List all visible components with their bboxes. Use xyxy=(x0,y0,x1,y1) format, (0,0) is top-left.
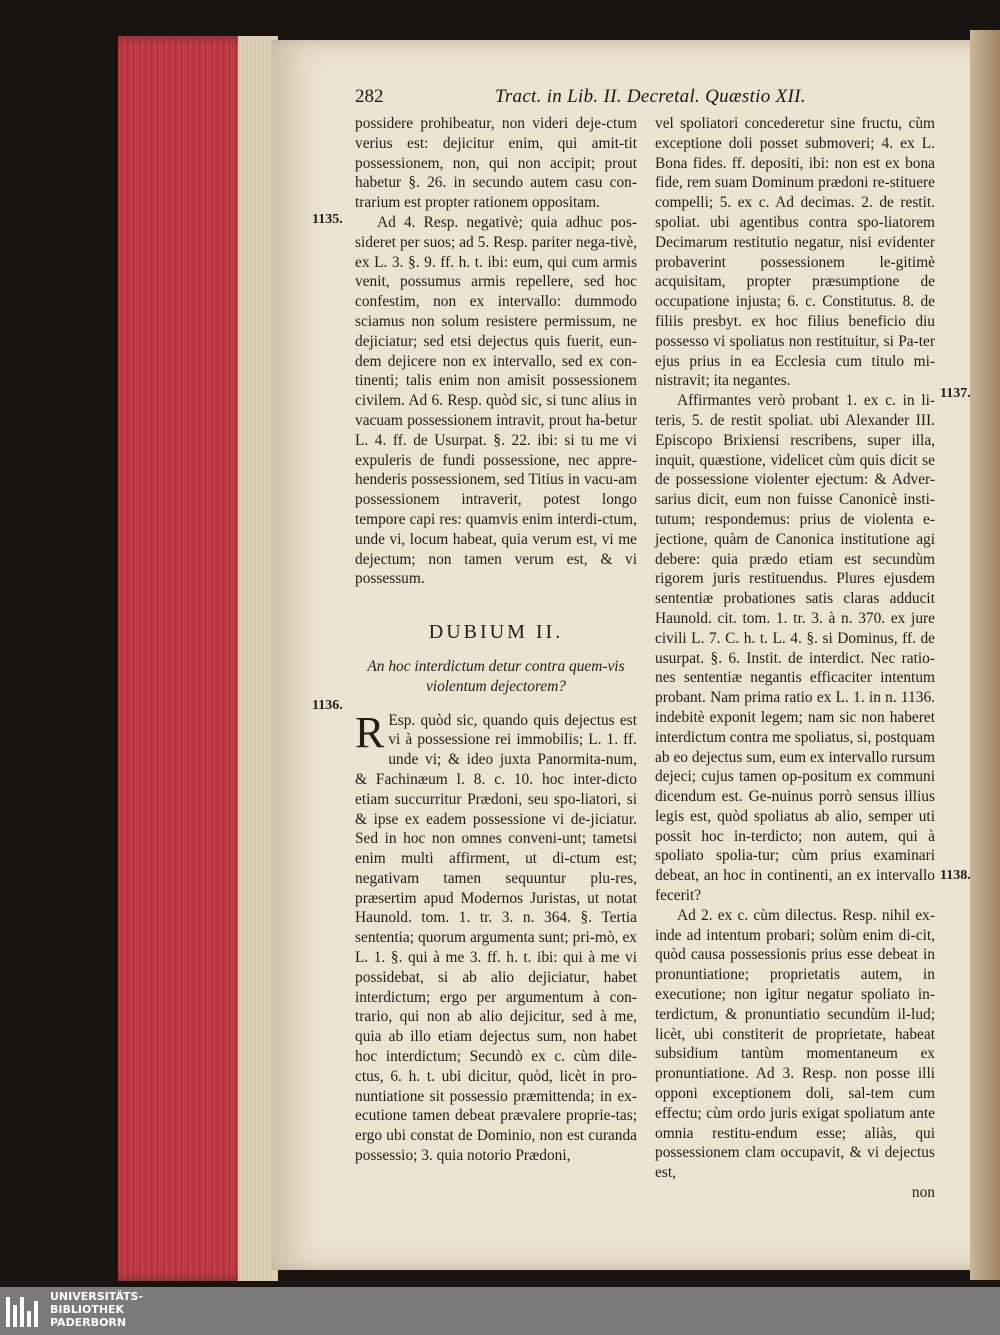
library-name-line: BIBLIOTHEK xyxy=(50,1303,125,1316)
margin-number: 1135. xyxy=(312,212,343,227)
left-column xyxy=(355,114,637,1166)
page-header xyxy=(355,86,975,110)
catchword: non xyxy=(911,1184,935,1202)
library-logo-icon xyxy=(6,1297,46,1327)
paragraph: vel spoliatori concederetur sine fructu, cùm exceptione doli posset submoveri; 4. ex L. Bona fides. ff. depositi, ibi: non est ex bona fide, rem suam Dominum prædoni re-stituere compelli; 5. ex c. Ad decimas. 2. de restit. spoliat. ubi agentibus contra spo-liatorem Decimarum restitutio negatur, nisi evidenter probaverint possessionem le-gitimè acquisitam, propter præsumptione de occupatione injusta; 6. c. Constitutus. 8. de filiis presbyt. ex hoc filius beneficio diu possesso vi spoliatus non restituitur, si Pa-ter ejus prius in ea Ecclesia cum titulo mi-nistravit; ita negantes. xyxy=(655,115,935,390)
right-column xyxy=(655,114,935,1203)
section-heading: DUBIUM II. xyxy=(428,621,564,644)
library-name xyxy=(50,1290,143,1329)
margin-number: 1138. xyxy=(940,868,971,883)
paragraph: possidere prohibeatur, non videri deje-ctum verius est: dejicitur enim, qui amit-tit possessionem, non, qui non accipit; prout habetur §. 26. in secundo autem casu con-trarium est propter rationem oppositam. xyxy=(355,115,637,212)
section-question: An hoc interdictum detur contra quem-vis violentum dejectorem? xyxy=(367,657,625,695)
page-number: 282 xyxy=(355,86,384,107)
library-name-line: PADERBORN xyxy=(50,1316,127,1329)
library-name-line: UNIVERSITÄTS- xyxy=(50,1290,144,1303)
margin-number: 1136. xyxy=(312,698,343,713)
paragraph: Ad 4. Resp. negativè; quia adhuc pos-sideret per suos; ad 5. Resp. pariter nega-tivè, ex L. 3. §. 9. ff. h. t. ibi: eum, qui cum armis venit, possumus armis repellere, sed hoc confestim, non ex intervallo: dummodo sciamus non solum resistere permissum, ne dejiciatur; sed etsi dejectus quis fuerit, eun-dem dejicere non ex intervallo, sed ex con-tinenti; talis enim non amisit possessionem civilem. Ad 6. Resp. quòd sic, si tunc alius in vacuam possessionem intravit, prout ha-betur L. 4. ff. de Usurpat. §. 22. ibi: si tu me vi expuleris de fundi possessione, nec appre-henderis possessionem, sed Titius in vacu-am possessionem intraverit, potest longo tempore capi res: quamvis enim interdi-ctum, unde vi, locum habeat, quia verum est, vi me dejectum; non tamen verum est, & vi possessum. xyxy=(355,213,637,588)
running-title: Tract. in Lib. II. Decretal. Quæstio XII. xyxy=(495,86,806,107)
paragraph-text: Esp. quòd sic, quando quis dejectus est vi à possessione rei immobilis; L. 1. ff. unde vi; & ideo juxta Panormita-num, & Fachinæum l. 8. c. 10. hoc inter-dicto etiam succurritur Prædoni, seu spo-liatori, si & ipse ex eadem possessione vi de-jiciatur. Sed in hoc non omnes conveni-unt; tametsi enim multi affirment, ut di-ctum est; negativam tamen sequuntur plu-res, præsertim apud Modernos Juristas, ut notat Haunold. tom. 1. tr. 3. n. 364. §. Tertia sententia; quorum argumenta sunt; pri-mò, ex L. 1. §. qui à me 3. ff. h. t. ibi: qui à me vi possidebat, si ab alio dejiciatur, habet interdictum; ergo per argumentum à con-trario, qui non ab alio dejicitur, sed à me, quia ab illo etiam dejectus sum, non habet hoc interdictum; Secundò ex c. cùm dile-ctus, 6. h. t. ubi dicitur, quòd, licèt in pro-nuntiatione sit possessio præmittenda; in ex-ecutione tamen debeat prævalere proprie-tas; ergo ubi constat de Dominio, non est curanda possessio; 3. quia notorio Prædoni, xyxy=(355,711,637,1165)
paragraph: Ad 2. ex c. cùm dilectus. Resp. nihil ex-inde ad intentum probari; solùm enim di-cit, quòd causa possessionis prius esse debeat in pronuntiatione; proprietatis autem, in executione; non igitur negatur spoliato in-terdictum, & pronuntiatio secundùm il-lud; licèt, ubi constiterit de proprietate, habeat subsidium tantùm momentaneum ex pronuntiatione. Ad 3. Resp. non posse illi opponi exceptionem doli, sal-tem cum effectu; cùm ordo juris exigat spoliatum ante omnia restitu-endum esse; aliàs, qui possessionem clam occupavit, & vi dejectus est, xyxy=(655,906,935,1182)
drop-cap: R xyxy=(355,707,385,757)
paragraph: Affirmantes verò probant 1. ex c. in li-teris, 5. de restit spoliat. ubi Alexander III. Episcopo Brixiensi rescribens, super illa, inquit, quæstione, videlicet cùm quis dicit se de possessione violenter ejectum: & Adver-sarius dicit, eum non fuisse Canonicè insti-tutum; respondemus: prius de violenta e-jectione, quàm de Canonica institutione agi debere: quia prædo etiam est secundùm rigorem juris restituendus. Plures ejusdem sententiæ probationes satis claras adducit Haunold. cit. tom. 1. tr. 3. à n. 370. ex jure civili L. 7. C. h. t. L. 4. §. si Dominus, ff. de usurpat. §. 6. Instit. de interdict. Nec ratio-nes sententiæ negantis efficaciter intentum probant. Nam prima ratio ex L. 1. in n. 1136. indebitè exponit legem; nam sic non haberet interdictum contra me spoliatus, si, postquam ab eo dejectus sum, eum ex intervallo rursum dejeci; cujus tamen op-positum ex communi dicendum est. Ge-nuinus porrò sensus illius legis est, quòd spoliatus ab alio, semper uti possit hoc in-terdicto; non autem, qui à spoliato spolia-tur; cùm prius examinari debeat, an hoc in continenti, an ex intervallo fecerit? xyxy=(655,392,935,905)
facing-page-edge xyxy=(970,30,1000,1280)
paragraph xyxy=(355,707,637,1166)
library-footer xyxy=(0,1287,1000,1335)
margin-number: 1137. xyxy=(940,386,971,401)
